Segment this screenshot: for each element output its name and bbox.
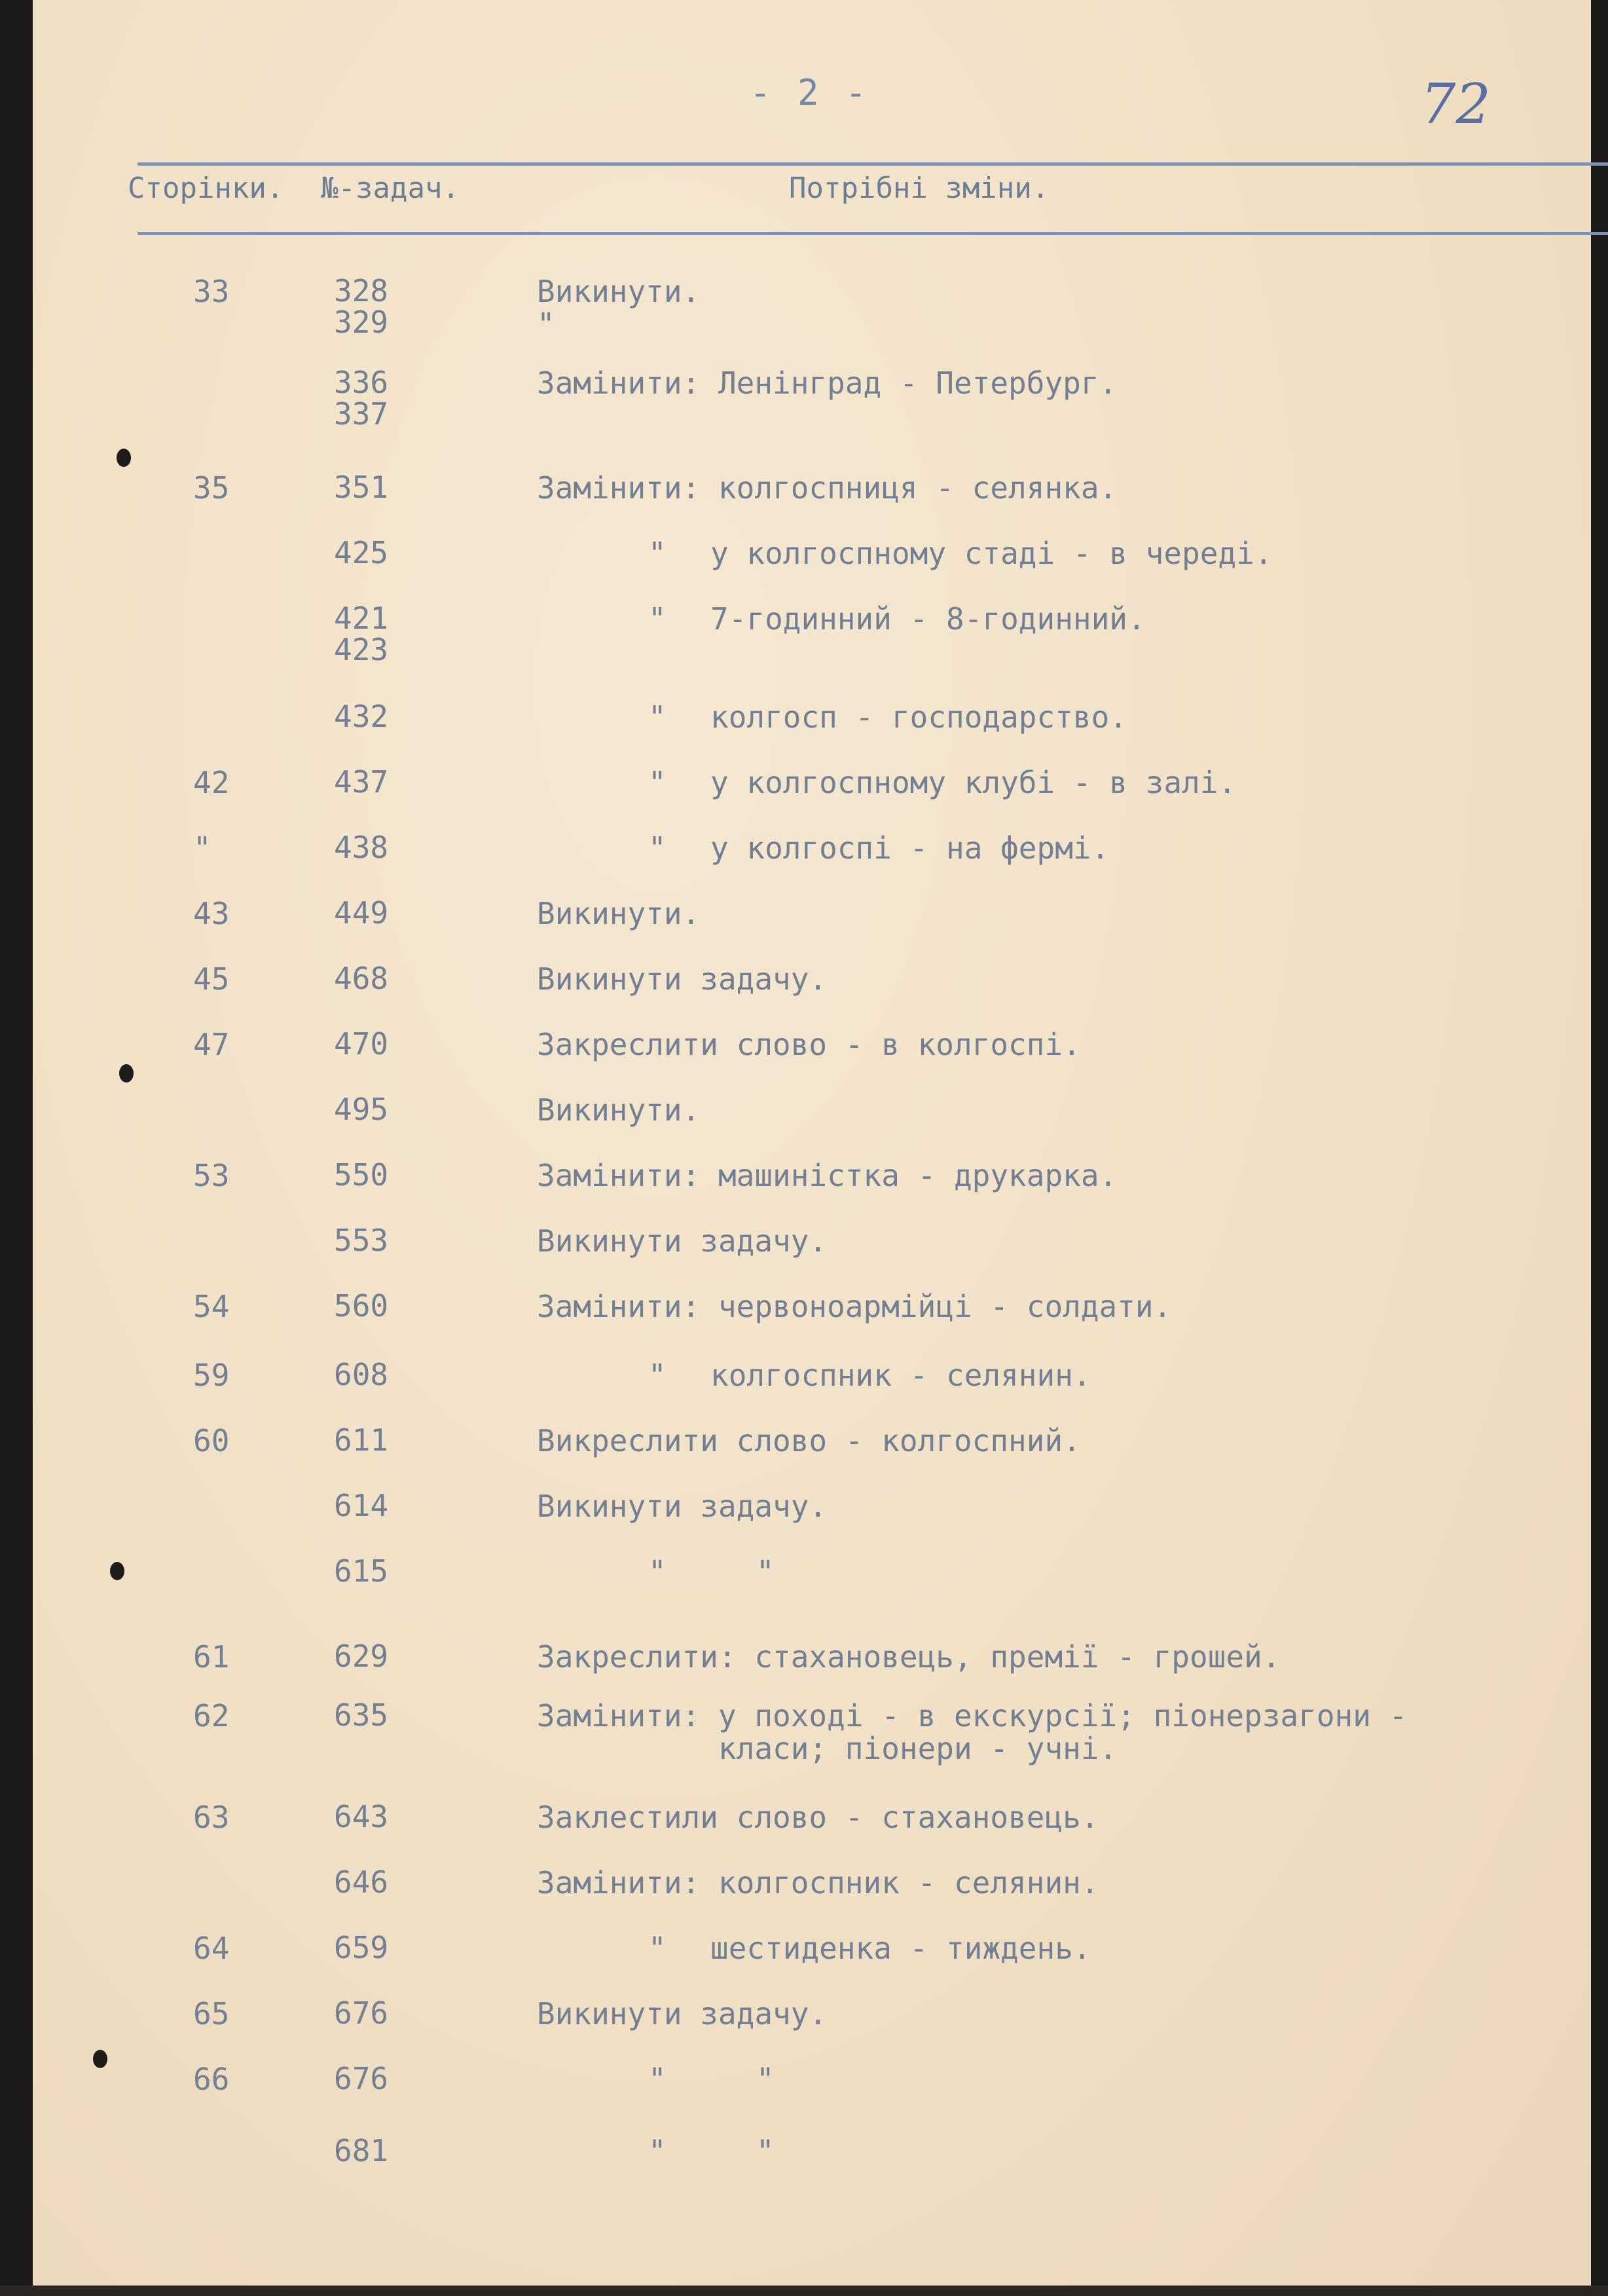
change-text: Закреслити: стахановець, премії - грошей. <box>537 1639 1281 1675</box>
page-number-cell: 65 <box>193 1996 230 2031</box>
change-text: Викинути задачу. <box>537 1489 828 1524</box>
change-detail-text: колгосп - господарство. <box>710 699 1127 735</box>
change-detail-text: колгоспник - селянин. <box>710 1358 1091 1393</box>
scan-border <box>0 2286 1608 2296</box>
ditto-mark: " <box>648 1554 667 1589</box>
ditto-mark: " <box>648 2134 667 2169</box>
page-number-cell: 47 <box>193 1027 230 1062</box>
change-detail-text: у колгоспному стаді - в череді. <box>710 536 1273 571</box>
task-number-cell: 449 <box>334 895 389 931</box>
change-text: Викинути задачу. <box>537 1996 828 2031</box>
task-number-cell: 676 <box>334 1995 389 2031</box>
change-detail-text: " <box>756 2062 775 2097</box>
header-top-rule <box>137 162 1608 166</box>
task-number-cell: 635 <box>334 1697 389 1733</box>
change-detail-text: " <box>756 1554 775 1589</box>
task-number-cell: 615 <box>334 1553 389 1589</box>
page-number-cell: 59 <box>193 1358 230 1393</box>
change-detail-text: у колгоспі - на фермі. <box>710 830 1110 866</box>
page-number-cell: 54 <box>193 1289 230 1324</box>
ditto-mark: " <box>648 765 667 800</box>
change-text: Замінити: Ленінград - Петербург. <box>537 365 1118 401</box>
change-text: Викинути. " <box>537 274 701 342</box>
punch-hole <box>117 449 131 467</box>
change-text: Закреслити слово - в колгоспі. <box>537 1027 1081 1062</box>
ditto-mark: " <box>648 536 667 571</box>
change-text: Замінити: колгоспниця - селянка. <box>537 470 1118 506</box>
change-text: Викинути задачу. <box>537 1223 828 1259</box>
task-number-cell: 470 <box>334 1026 389 1062</box>
change-text: Викинути. <box>537 1092 701 1128</box>
task-number-cell: 421 423 <box>334 601 389 667</box>
task-number-cell: 336 337 <box>334 365 389 432</box>
ditto-mark: " <box>648 2062 667 2097</box>
page-number: - 2 - <box>750 72 869 113</box>
change-text: Замінити: машиністка - друкарка. <box>537 1158 1118 1193</box>
column-header-required-changes: Потрібні зміни. <box>789 172 1050 205</box>
page-number-cell: 43 <box>193 896 230 931</box>
column-header-pages: Сторінки. <box>128 172 284 205</box>
task-number-cell: 328 329 <box>334 273 389 340</box>
document-page <box>33 0 1591 2286</box>
change-detail-text: шестиденка - тиждень. <box>710 1931 1091 1966</box>
punch-hole <box>93 2050 107 2068</box>
task-number-cell: 659 <box>334 1930 389 1965</box>
task-number-cell: 676 <box>334 2061 389 2096</box>
page-number-cell: 53 <box>193 1158 230 1193</box>
task-number-cell: 437 <box>334 764 389 800</box>
task-number-cell: 646 <box>334 1864 389 1900</box>
punch-hole <box>119 1064 134 1083</box>
change-detail-text: у колгоспному клубі - в залі. <box>710 765 1237 800</box>
punch-hole <box>110 1562 124 1580</box>
task-number-cell: 550 <box>334 1157 389 1193</box>
ditto-mark: " <box>648 1358 667 1393</box>
ditto-mark: " <box>648 1931 667 1966</box>
change-text: Викреслити слово - колгоспний. <box>537 1423 1081 1458</box>
task-number-cell: 608 <box>334 1357 389 1392</box>
page-number-cell: 45 <box>193 961 230 997</box>
page-number-cell: 33 <box>193 274 230 309</box>
task-number-cell: 629 <box>334 1639 389 1674</box>
task-number-cell: 614 <box>334 1488 389 1523</box>
change-text: Замінити: у поході - в екскурсії; піонерзагони - класи; піонери - учні. <box>537 1698 1408 1766</box>
change-detail-text: " <box>756 2134 775 2169</box>
change-text: Викинути задачу. <box>537 961 828 997</box>
page-number-cell: 61 <box>193 1639 230 1675</box>
task-number-cell: 468 <box>334 961 389 996</box>
task-number-cell: 425 <box>334 535 389 570</box>
change-text: Замінити: колгоспник - селянин. <box>537 1865 1099 1900</box>
page-number-cell: 35 <box>193 470 230 506</box>
change-text: Заклестили слово - стахановець. <box>537 1800 1099 1835</box>
task-number-cell: 643 <box>334 1799 389 1834</box>
page-number-cell: 60 <box>193 1423 230 1458</box>
header-bottom-rule <box>137 232 1608 235</box>
task-number-cell: 611 <box>334 1422 389 1458</box>
ditto-mark: " <box>648 699 667 735</box>
task-number-cell: 681 <box>334 2133 389 2168</box>
ditto-mark: " <box>648 601 667 637</box>
task-number-cell: 438 <box>334 830 389 865</box>
page-number-cell: 63 <box>193 1800 230 1835</box>
ditto-mark: " <box>648 830 667 866</box>
change-text: Викинути. <box>537 896 701 931</box>
handwritten-folio-number: 72 <box>1421 72 1491 136</box>
page-number-cell: 42 <box>193 765 230 800</box>
page-number-cell: " <box>193 830 211 866</box>
change-text: Замінити: червоноармійці - солдати. <box>537 1289 1172 1324</box>
change-detail-text: 7-годинний - 8-годинний. <box>710 601 1146 637</box>
page-number-cell: 62 <box>193 1698 230 1733</box>
task-number-cell: 495 <box>334 1092 389 1127</box>
task-number-cell: 560 <box>334 1288 389 1324</box>
page-number-cell: 64 <box>193 1931 230 1966</box>
task-number-cell: 553 <box>334 1223 389 1258</box>
page-number-cell: 66 <box>193 2062 230 2097</box>
task-number-cell: 432 <box>334 699 389 734</box>
column-header-task-numbers: №-задач. <box>321 172 460 205</box>
task-number-cell: 351 <box>334 470 389 505</box>
